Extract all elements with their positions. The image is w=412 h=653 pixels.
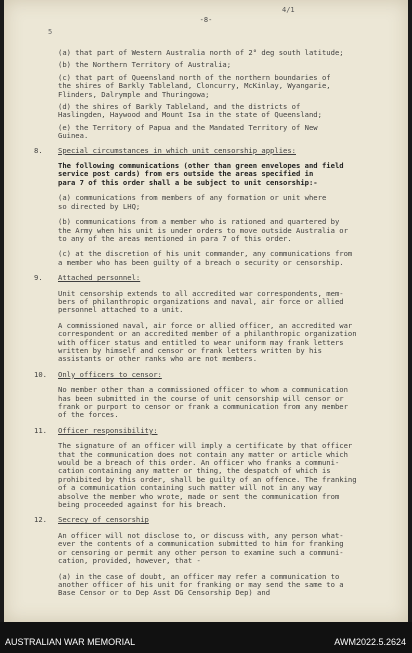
text-line: absolve the member who wrote, made or sent the communication from bbox=[58, 491, 340, 501]
text-line: (d) the shires of Barkly Tableland, and the districts of bbox=[58, 102, 301, 112]
area-list-item bbox=[58, 124, 402, 141]
text-line: cation containing any matter or thing, the despatch of which is bbox=[58, 466, 331, 476]
section bbox=[30, 427, 402, 510]
section-number: 10. bbox=[34, 369, 47, 379]
text-line: The following communications (other than green envelopes and field bbox=[58, 161, 344, 171]
text-line: prohibited by this order, shall be guilty of an offence. The franking bbox=[58, 474, 357, 484]
section-heading bbox=[30, 516, 402, 524]
text-line: cation, provided, however, that - bbox=[58, 556, 201, 566]
text-line: that the communication does not contain any matter or article which bbox=[58, 449, 348, 459]
paragraph bbox=[30, 442, 402, 509]
text-line: Unit censorship extends to all accredited war correspondents, mem- bbox=[58, 288, 344, 298]
text-line: service post cards) from ers outside the areas specified in bbox=[58, 169, 314, 179]
text-line: Guinea. bbox=[58, 131, 89, 141]
text-line: bers of philanthropic organizations and naval, air force or allied bbox=[58, 296, 344, 306]
text-line: A commissioned naval, air force or allied officer, an accredited war bbox=[58, 320, 353, 330]
area-list bbox=[30, 49, 402, 141]
section bbox=[30, 147, 402, 267]
section-number: 9. bbox=[34, 273, 43, 283]
section-number: 12. bbox=[34, 515, 47, 525]
section-number: 8. bbox=[34, 145, 43, 155]
text-line: has been submitted in the course of unit censorship will censor or bbox=[58, 393, 344, 403]
document-body bbox=[30, 49, 402, 605]
section-heading bbox=[30, 147, 402, 155]
section-heading bbox=[30, 274, 402, 282]
document-page bbox=[4, 0, 408, 622]
paragraph bbox=[30, 322, 402, 364]
paragraph bbox=[30, 194, 402, 211]
area-list-item bbox=[58, 74, 402, 99]
section-title: Attached personnel: bbox=[58, 273, 141, 283]
area-list-item bbox=[58, 61, 402, 69]
corner-annotation: 4/1 bbox=[282, 6, 295, 14]
text-line: with officer status and entitled to wear uniform may frank letters bbox=[58, 337, 344, 347]
text-line: No member other than a commissioned officer to whom a communication bbox=[58, 385, 348, 395]
text-line: of a communication containing such matter will not in any way bbox=[58, 483, 322, 493]
section-title: Special circumstances in which unit censorship applies: bbox=[58, 145, 296, 155]
text-line: Flinders, Dalrymple and Thuringowa; bbox=[58, 89, 210, 99]
text-line: or censoring or permit any other person to examine such a communi- bbox=[58, 547, 344, 557]
paragraph bbox=[30, 162, 402, 187]
paragraph bbox=[30, 290, 402, 315]
text-line: (e) the Territory of Papua and the Mandated Territory of New bbox=[58, 122, 318, 132]
paragraph bbox=[30, 573, 402, 598]
archive-name: AUSTRALIAN WAR MEMORIAL bbox=[5, 637, 136, 647]
text-line: (b) the Northern Territory of Australia; bbox=[58, 60, 232, 70]
text-line: Haslingden, Haywood and Mount Isa in the state of Queensland; bbox=[58, 110, 322, 120]
text-line: another officer of his unit for franking or may send the same to a bbox=[58, 579, 344, 589]
section-number: 11. bbox=[34, 425, 47, 435]
text-line: would be a breach of this order. An officer who franks a communi- bbox=[58, 458, 340, 468]
section-title: Secrecy of censorship bbox=[58, 515, 149, 525]
text-line: (a) that part of Western Australia north of 2° deg south latitude; bbox=[58, 48, 344, 57]
section-heading bbox=[30, 371, 402, 379]
text-line: written by himself and censor or frank letters written by his bbox=[58, 345, 322, 355]
text-line: the Army when his unit is under orders to move outside Australia or bbox=[58, 225, 348, 235]
text-line: (b) communications from a member who is rationed and quartered by bbox=[58, 217, 340, 227]
paragraph bbox=[30, 532, 402, 566]
text-line: para 7 of this order shall a be subject to unit censorship:- bbox=[58, 177, 318, 187]
area-list-item bbox=[58, 103, 402, 120]
text-line: (a) communications from members of any formation or unit where bbox=[58, 193, 327, 203]
section-heading bbox=[30, 427, 402, 435]
paragraph bbox=[30, 250, 402, 267]
text-line: frank or purport to censor or frank a communication from any member bbox=[58, 402, 348, 411]
paragraph bbox=[30, 218, 402, 243]
text-line: (c) at the discretion of his unit commander, any communications from bbox=[58, 249, 353, 259]
paragraph bbox=[30, 386, 402, 420]
page-number: -8- bbox=[199, 16, 213, 24]
text-line: (a) in the case of doubt, an officer may refer a communication to bbox=[58, 571, 340, 581]
margin-mark: 5 bbox=[48, 28, 53, 36]
text-line: the shires of Barkly Tableland, Cloncurry, McKinlay, Wyangarie, bbox=[58, 81, 331, 91]
text-line: The signature of an officer will imply a certificate by that officer bbox=[58, 441, 353, 451]
archive-footer bbox=[0, 622, 412, 653]
text-line: so directed by LHQ; bbox=[58, 201, 141, 211]
section bbox=[30, 274, 402, 364]
area-list-item bbox=[58, 49, 402, 57]
text-line: assistants or other ranks who are not members. bbox=[58, 354, 258, 364]
text-line: (c) that part of Queensland north of the northern boundaries of bbox=[58, 72, 331, 82]
archive-reference: AWM2022.5.2624 bbox=[334, 637, 406, 647]
text-line: of the forces. bbox=[58, 410, 119, 420]
section-title: Only officers to censor: bbox=[58, 369, 162, 379]
text-line: a member who has been guilty of a breach o security or censorship. bbox=[58, 257, 344, 267]
section bbox=[30, 371, 402, 420]
section-title: Officer responsibility: bbox=[58, 425, 158, 435]
text-line: correspondent or an accredited member of a philanthropic organization bbox=[58, 329, 357, 339]
text-line: An officer will not disclose to, or discuss with, any person what- bbox=[58, 530, 344, 540]
text-line: to any of the areas mentioned in para 7 of this order. bbox=[58, 233, 292, 243]
text-line: personnel attached to a unit. bbox=[58, 305, 184, 315]
text-line: Base Censor or to Dep Asst DG Censorship Dep) and bbox=[58, 588, 271, 598]
section bbox=[30, 516, 402, 597]
text-line: ever the contents of a communication submitted to him for franking bbox=[58, 539, 344, 549]
text-line: being proceeded against for his breach. bbox=[58, 500, 227, 510]
